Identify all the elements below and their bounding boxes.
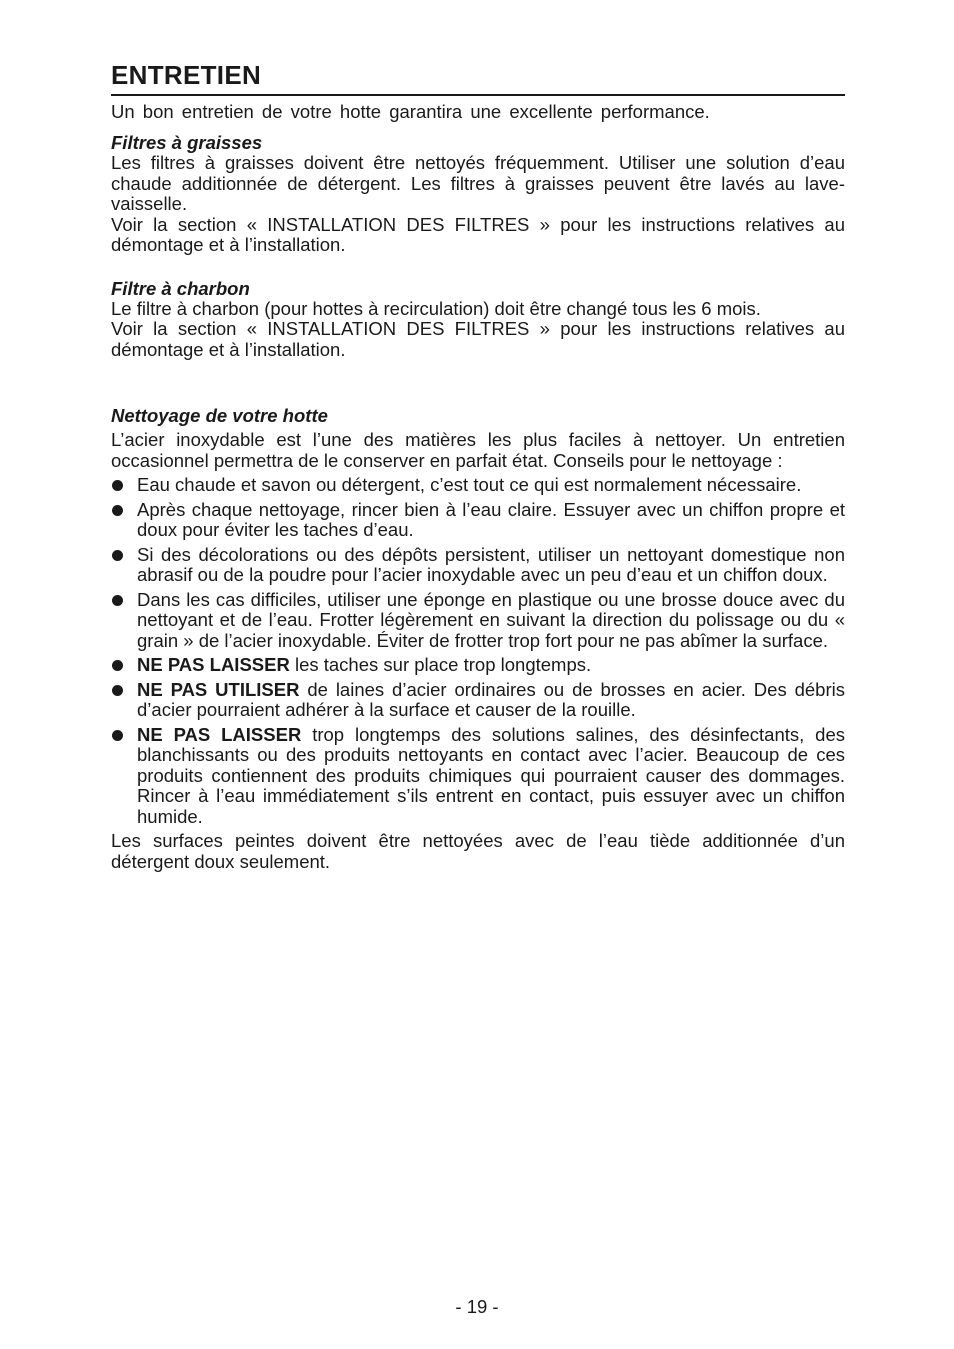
grease-filters-heading: Filtres à graisses (111, 132, 263, 153)
grease-filters-paragraph-2: Voir la section « INSTALLATION DES FILTRES » pour les instructions relatives au démontage et à l’installation. (111, 213, 845, 255)
bullet-bold-text: NE PAS LAISSER (137, 654, 290, 675)
bullet-icon (112, 550, 123, 561)
list-item (111, 475, 845, 496)
bullet-icon (112, 595, 123, 606)
list-item (111, 500, 845, 541)
charcoal-filter-heading: Filtre à charbon (111, 277, 250, 299)
charcoal-filter-section (111, 278, 845, 361)
intro-text: Un bon entretien de votre hotte garantira une excellente performance. (111, 101, 710, 122)
grease-filters-paragraph-1: Les filtres à graisses doivent être nettoyés fréquemment. Utiliser une solution d’eau chaude additionnée de détergent. Les filtres à graisses peuvent être lavés au lave-vaisselle. (111, 152, 845, 214)
bullet-text: trop longtemps des solutions salines, des désinfectants, des blanchissants ou des produits nettoyants en contact avec l’acier. Beaucoup de ces produits contiennent des produits chimiques qui pourraient causer des dommages. Rincer à l’eau immédiatement s’ils entrent en contact, puis essuyer avec un chiffon humide. (137, 723, 845, 827)
list-item (111, 725, 845, 828)
bullet-text: Dans les cas difficiles, utiliser une éponge en plastique ou une brosse douce avec du nettoyant et de l’eau. Frotter légèrement en suivant la direction du polissage ou du « grain » de l’acier inoxydable. Éviter de frotter trop fort pour ne pas abîmer la surface. (137, 588, 845, 651)
list-item (111, 545, 845, 586)
bullet-bold-text: NE PAS LAISSER (137, 723, 302, 745)
cleaning-intro: L’acier inoxydable est l’une des matières les plus faciles à nettoyer. Un entretien occasionnel permettra de le conserver en parfait état. Conseils pour le nettoyage : (111, 429, 845, 471)
page-number: - 19 - (455, 1296, 499, 1317)
cleaning-section (111, 405, 845, 872)
bullet-text: Si des décolorations ou des dépôts persistent, utiliser un nettoyant domestique non abrasif ou de la poudre pour l’acier inoxydable avec un peu d’eau et un chiffon doux. (137, 543, 845, 585)
cleaning-heading: Nettoyage de votre hotte (111, 405, 328, 426)
cleaning-tips-list (111, 475, 845, 827)
charcoal-filter-paragraph-2: Voir la section « INSTALLATION DES FILTRES » pour les instructions relatives au démontage et à l’installation. (111, 318, 845, 360)
page-title: ENTRETIEN (111, 58, 845, 96)
bullet-bold-text: NE PAS UTILISER (137, 678, 300, 700)
list-item (111, 680, 845, 721)
bullet-text: de laines d’acier ordinaires ou de brosses en acier. Des débris d’acier pourraient adhérer à la surface et causer de la rouille. (137, 678, 845, 720)
bullet-icon (112, 480, 123, 491)
bullet-text: les taches sur place trop longtemps. (289, 654, 592, 675)
list-item (111, 590, 845, 652)
list-item (111, 655, 845, 676)
bullet-icon (112, 685, 123, 696)
charcoal-filter-paragraph-1: Le filtre à charbon (pour hottes à recirculation) doit être changé tous les 6 mois. (111, 297, 761, 319)
document-page (111, 58, 845, 872)
bullet-text: Après chaque nettoyage, rincer bien à l’eau claire. Essuyer avec un chiffon propre et doux pour éviter les taches d’eau. (137, 498, 845, 540)
grease-filters-section (111, 132, 845, 256)
cleaning-closing-paragraph: Les surfaces peintes doivent être nettoyées avec de l’eau tiède additionnée d’un détergent doux seulement. (111, 830, 845, 872)
bullet-icon (112, 505, 123, 516)
bullet-text: Eau chaude et savon ou détergent, c’est tout ce qui est normalement nécessaire. (137, 474, 802, 495)
bullet-icon (112, 730, 123, 741)
bullet-icon (112, 660, 123, 671)
